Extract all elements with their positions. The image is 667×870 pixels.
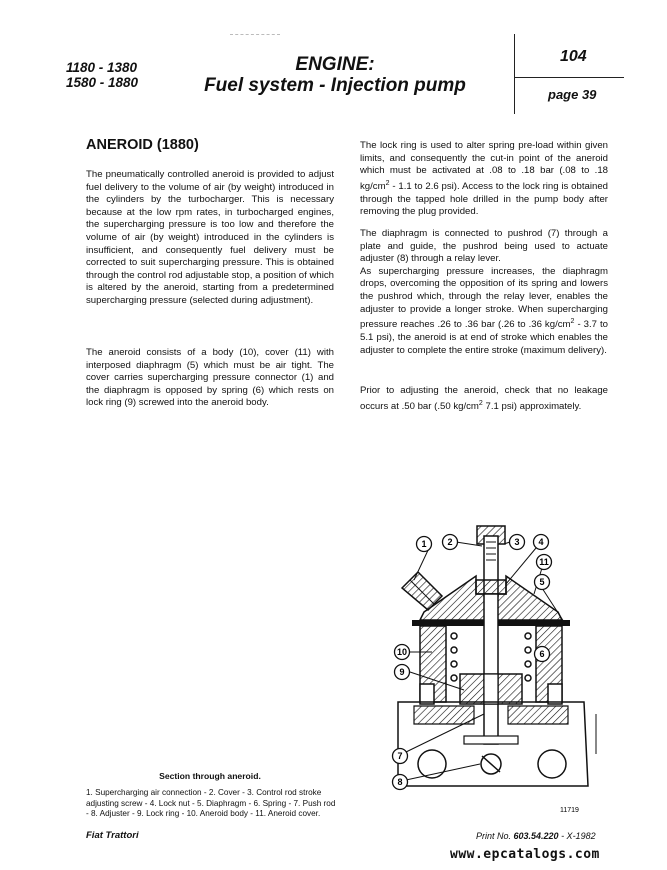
print-suffix: - X-1982 xyxy=(558,831,596,841)
superscript: 2 xyxy=(570,318,575,326)
callout-2-label: 2 xyxy=(447,537,453,547)
superscript: 2 xyxy=(478,399,483,407)
figure-caption-title: Section through aneroid. xyxy=(159,771,261,781)
pump-bore-left xyxy=(418,750,446,778)
callout-1-label: 1 xyxy=(421,539,427,549)
superscript: 2 xyxy=(385,179,390,187)
callout-4-label: 4 xyxy=(538,537,544,547)
section-heading: ANEROID (1880) xyxy=(86,137,199,153)
lock-nut xyxy=(476,580,506,594)
bolt-left xyxy=(420,684,434,704)
bolt-right xyxy=(548,684,562,704)
left-paragraph-2: The aneroid consists of a body (10), cover (11) with interposed diaphragm (5) which must be air tight. The cover carries supercharging pressure connector (1) and the diaphragm is opposed by spring (6) which rests on lock ring (9) screwed into the aneroid body. xyxy=(86,347,334,409)
callout-7-label: 7 xyxy=(397,751,403,761)
right-paragraph-3-part-a: Prior to adjusting the aneroid, check that no leakage occurs at .50 bar (.50 kg/cm xyxy=(360,385,608,412)
left-paragraph-1: The pneumatically controlled aneroid is provided to adjust fuel delivery to the volume of air (by weight) introduced in the cylinders by the turbocharger. This is necessary because at the low rpm rates, in turbocharged engines, the supercharging pressure is too low and therefore the volume of air (by weight) introduced in the cylinders is insufficient, and consequently fuel delivery must be corrected to suit supercharging pressure. This is obtained through the control rod adjustable stop, a position of which is altered by the aneroid, starting from a predetermined supercharging pressure (selected during adjustment). xyxy=(86,169,334,306)
top-scan-mark xyxy=(230,34,280,36)
right-paragraph-2-part-a: The diaphragm is connected to pushrod (7) through a plate and guide, the pushrod being used to actuate adjuster (8) through a relay lever. xyxy=(360,228,608,265)
right-paragraph-2 xyxy=(360,228,608,357)
aneroid-section-drawing xyxy=(384,524,608,819)
relay-lever xyxy=(464,736,518,744)
right-paragraph-2-part-c: - 3.7 to 5.1 psi), the aneroid is at end of stroke which enables the adjuster to complete the entire stroke (maximum delivery). xyxy=(360,319,608,356)
print-number: 603.54.220 xyxy=(513,831,559,841)
pump-bore-right xyxy=(538,750,566,778)
right-paragraph-3 xyxy=(360,385,608,413)
right-paragraph-1 xyxy=(360,140,608,219)
right-paragraph-2-part-b: As supercharging pressure increases, the diaphragm drops, overcoming the opposition of its spring and lowers the pushrod which, through the relay lever, enables the adjuster to provide a longer stroke. When supercharging pressure reaches .26 to .36 bar (.26 to .36 kg/cm xyxy=(360,265,608,331)
right-paragraph-3-part-b: 7.1 psi) approximately. xyxy=(482,400,582,412)
page-title xyxy=(180,54,490,96)
callout-10-label: 10 xyxy=(396,647,408,657)
callout-9-label: 9 xyxy=(399,667,405,677)
footer-publisher: Fiat Trattori xyxy=(86,830,139,841)
callout-11-label: 11 xyxy=(539,557,549,567)
callout-6-label: 6 xyxy=(539,649,545,659)
figure-caption-body: 1. Supercharging air connection - 2. Cover - 3. Control rod stroke adjusting screw - 4. Lock nut - 5. Diaphragm - 6. Spring - 7. Push rod - 8. Adjuster - 9. Lock ring - 10. Aneroid body - 11. Aneroid cover. xyxy=(86,788,336,818)
header-divider-horizontal xyxy=(514,77,624,78)
watermark: www.epcatalogs.com xyxy=(450,847,600,862)
callout-3-label: 3 xyxy=(514,537,520,547)
callout-5-label: 5 xyxy=(539,577,545,587)
footer-print-number xyxy=(476,831,596,841)
models-line-2: 1580 - 1880 xyxy=(66,75,139,90)
models-line-1: 1180 - 1380 xyxy=(66,60,138,75)
right-paragraph-1-part-b: - 1.1 to 2.6 psi). Access to the lock ring is obtained through the tapped hole drilled in the pump body after removing the plug provided. xyxy=(360,180,608,218)
callout-8-label: 8 xyxy=(397,777,403,787)
pushrod xyxy=(484,594,498,744)
right-paragraph-1-part-a: The lock ring is used to alter spring pre-load within given limits, and consequently the cut-in point of the aneroid which must be activated at .08 to .18 bar (.08 to .18 kg/cm xyxy=(360,140,608,192)
print-prefix: Print No. xyxy=(476,831,514,841)
drawing-number: 11719 xyxy=(560,807,579,814)
model-numbers xyxy=(66,60,138,90)
aneroid-drawing-svg xyxy=(384,524,608,814)
section-number: 104 xyxy=(560,48,587,65)
title-line-2: Fuel system - Injection pump xyxy=(204,75,466,96)
title-line-1: ENGINE: xyxy=(295,54,375,75)
header-divider-vertical xyxy=(514,34,515,114)
page-label: page 39 xyxy=(548,87,597,102)
